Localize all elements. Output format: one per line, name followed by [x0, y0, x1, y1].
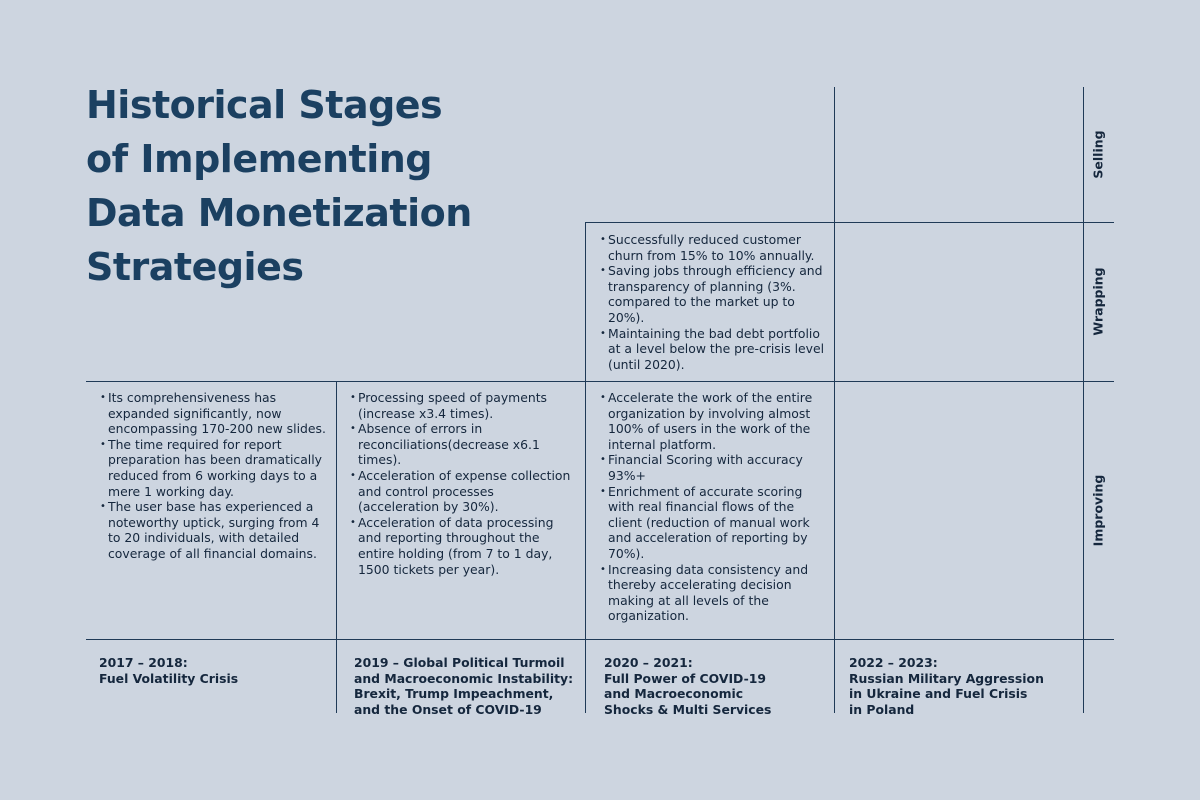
list-item: • Saving jobs through efficiency and transparency of planning (3%. compared to the market up to 20%). [600, 263, 828, 325]
wrapping-cell-2020 [600, 232, 828, 372]
column-divider-labels [1083, 87, 1084, 713]
era-line: and Macroeconomic [604, 686, 744, 702]
era-line: 2022 – 2023: [849, 655, 938, 670]
title-line: of Implementing [86, 137, 432, 181]
page-title [86, 78, 566, 294]
era-line: Russian Military Aggression [849, 670, 1044, 686]
era-line: Brexit, Trump Impeachment, [354, 686, 554, 702]
list-item: • The time required for report preparation has been dramatically reduced from 6 working days to a mere 1 working day. [100, 437, 328, 499]
column-divider-1 [336, 381, 337, 713]
title-line: Data Monetization [86, 191, 472, 235]
row-label-improving [1087, 381, 1109, 639]
list-item: • Absence of errors in reconciliations(decrease x6.1 times). [350, 421, 578, 468]
era-line: in Ukraine and Fuel Crisis [849, 686, 1028, 702]
list-item: • Accelerate the work of the entire organization by involving almost 100% of users in the work of the internal platform. [600, 390, 828, 452]
list-item: • Acceleration of expense collection and control processes (acceleration by 30%). [350, 468, 578, 515]
era-2022-2023 [849, 655, 1079, 717]
era-line: and Macroeconomic Instability: [354, 670, 574, 686]
era-2019 [354, 655, 584, 717]
row-label-text: Improving [1090, 474, 1106, 546]
row-label-selling [1087, 87, 1109, 222]
title-line: Strategies [86, 245, 304, 289]
era-2017-2018 [99, 655, 329, 686]
list-item: • Maintaining the bad debt portfolio at a level below the pre-crisis level (until 2020). [600, 326, 828, 373]
list-item: • Its comprehensiveness has expanded significantly, now encompassing 170-200 new slides. [100, 390, 328, 437]
improving-cell-2019 [350, 390, 578, 577]
improving-cell-2017 [100, 390, 328, 562]
improving-cell-2020 [600, 390, 828, 624]
list-item: • Increasing data consistency and thereby accelerating decision making at all levels of the organization. [600, 562, 828, 624]
column-divider-3 [834, 87, 835, 713]
title-line: Historical Stages [86, 83, 443, 127]
era-2020-2021 [604, 655, 834, 717]
list-item: • Acceleration of data processing and reporting throughout the entire holding (from 7 to 1 day, 1500 tickets per year). [350, 515, 578, 577]
list-item: • The user base has experienced a noteworthy uptick, surging from 4 to 20 individuals, with detailed coverage of all financial domains. [100, 499, 328, 561]
row-label-text: Selling [1090, 130, 1106, 179]
era-line: in Poland [849, 701, 915, 717]
divider-improving-eras [86, 639, 1114, 640]
era-line: 2019 – Global Political Turmoil [354, 655, 565, 670]
era-line: Full Power of COVID-19 [604, 670, 766, 686]
list-item: • Financial Scoring with accuracy 93%+ [600, 452, 828, 483]
row-label-text: Wrapping [1090, 267, 1106, 336]
era-line: 2020 – 2021: [604, 655, 693, 670]
row-label-wrapping [1087, 222, 1109, 381]
era-line: Fuel Volatility Crisis [99, 670, 239, 686]
list-item: • Successfully reduced customer churn from 15% to 10% annually. [600, 232, 828, 263]
divider-selling-wrapping [586, 222, 1114, 223]
list-item: • Enrichment of accurate scoring with real financial flows of the client (reduction of manual work and acceleration of reporting by 70%). [600, 484, 828, 562]
list-item: • Processing speed of payments (increase x3.4 times). [350, 390, 578, 421]
column-divider-2 [585, 222, 586, 713]
era-line: Shocks & Multi Services [604, 701, 772, 717]
era-line: and the Onset of COVID-19 [354, 701, 542, 717]
era-line: 2017 – 2018: [99, 655, 188, 670]
divider-wrapping-improving [86, 381, 1114, 382]
